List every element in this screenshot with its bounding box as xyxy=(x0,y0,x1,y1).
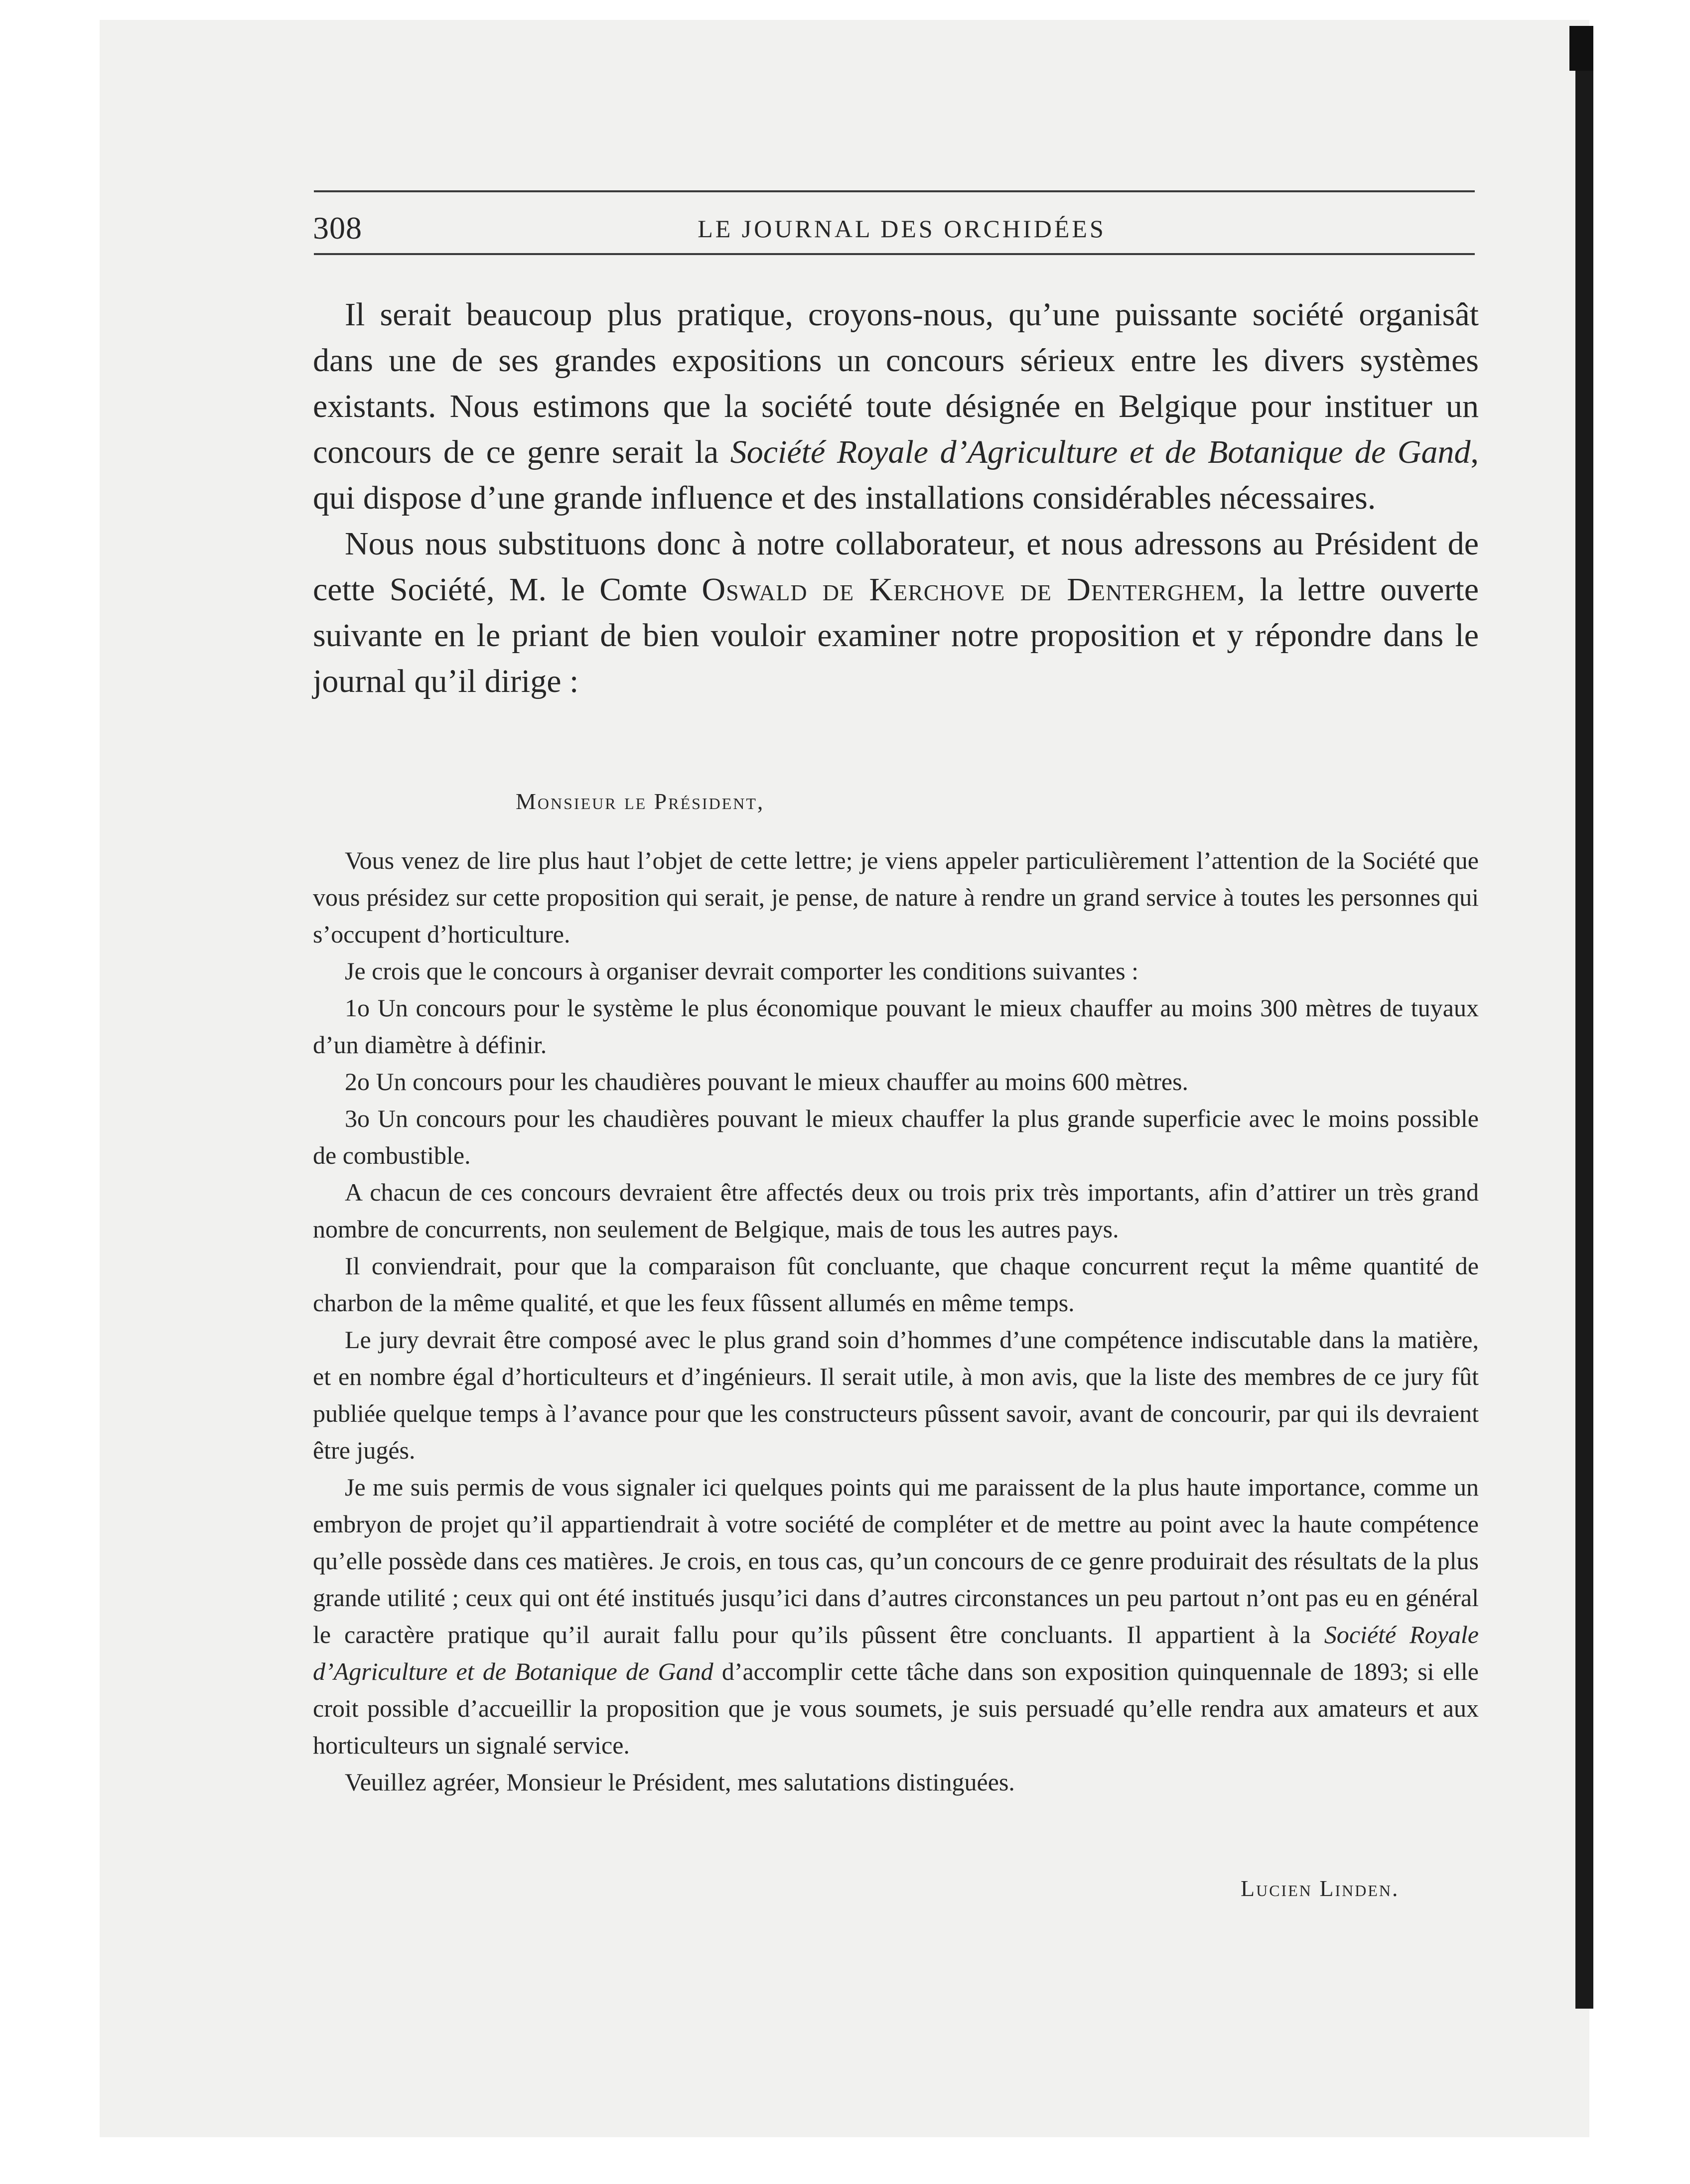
society-name: Société Royale d’Agriculture et de Botanique de Gand xyxy=(313,1621,1479,1685)
letter-paragraph: Vous venez de lire plus haut l’objet de cette lettre; je viens appeler particulièrement l’attention de la Société que vous présidez sur cette proposition qui serait, je pense, de nature à rendre un grand service à toutes les personnes qui s’occupent d’horticulture. xyxy=(313,846,1479,948)
intro-text xyxy=(313,292,1479,704)
letter-paragraph: A chacun de ces concours devraient être affectés deux ou trois prix très importants, afin d’attirer un très grand nombre de concurrents, non seulement de Belgique, mais de tous les autres pays. xyxy=(313,1178,1479,1243)
letter-final-text-b: d’accomplir cette tâche dans son exposition quinquennale de 1893; si elle croit possible d’accueillir la proposition que je vous soumets, je suis persuadé qu’elle rendra aux amateurs et aux horticulteurs un signalé service. xyxy=(313,1657,1479,1759)
header-rule-top xyxy=(314,190,1475,192)
society-name: Société Royale d’Agriculture et de Botanique de Gand xyxy=(730,434,1471,470)
running-title: LE JOURNAL DES ORCHIDÉES xyxy=(698,215,1106,243)
letter-paragraph: Il conviendrait, pour que la comparaison fût concluante, que chaque concurrent reçut la même quantité de charbon de la même qualité, et que les feux fûssent allumés en même temps. xyxy=(313,1252,1479,1317)
scan-edge-shadow xyxy=(1575,71,1593,2009)
intro-paragraph-2 xyxy=(313,521,1479,704)
page-number: 308 xyxy=(313,210,362,246)
letter-closing: Veuillez agréer, Monsieur le Président, mes salutations distinguées. xyxy=(345,1768,1015,1796)
intro-p2-text-b: , la lettre ouverte suivante en le priant de bien vouloir examiner notre proposition et y répondre dans le journal qu’il dirige : xyxy=(313,571,1479,699)
letter-paragraph: Le jury devrait être composé avec le plus grand soin d’hommes d’une compétence indiscutable dans la matière, et en nombre égal d’horticulteurs et d’ingénieurs. Il serait utile, à mon avis, que la liste des membres de ce jury fût publiée quelque temps à l’avance pour que les constructeurs pûssent savoir, avant de concourir, par qui ils devraient être jugés. xyxy=(313,1326,1479,1464)
president-name: Oswald de Kerchove de Denterghem xyxy=(702,571,1237,608)
header-rule-bottom xyxy=(314,253,1475,255)
letter-salutation: Monsieur le Président, xyxy=(516,789,765,814)
letter-body xyxy=(313,842,1479,1800)
letter-signature: Lucien Linden. xyxy=(1241,1876,1400,1901)
scan-edge-shadow-top xyxy=(1569,26,1593,71)
letter-final-text-a: Je me suis permis de vous signaler ici quelques points qui me paraissent de la plus haute importance, comme un embryon de projet qu’il appartiendrait à votre société de compléter et de mettre au point avec la haute compétence qu’elle possède dans ces matières. Je crois, en tous cas, qu’un concours de ce genre produirait des résultats de la plus grande utilité ; ceux qui ont été institués jusqu’ici dans d’autres circonstances un peu partout n’ont pas eu en général le caractère pratique qu’il aurait fallu pour qu’ils pûssent être concluants. Il appartient à la xyxy=(313,1473,1479,1648)
letter-paragraph: 1o Un concours pour le système le plus économique pouvant le mieux chauffer au moins 300 mètres de tuyaux d’un diamètre à définir. xyxy=(313,994,1479,1059)
letter-paragraph: 2o Un concours pour les chaudières pouvant le mieux chauffer au moins 600 mètres. xyxy=(345,1068,1189,1095)
letter-paragraph: Je crois que le concours à organiser devrait comporter les conditions suivantes : xyxy=(345,957,1139,985)
intro-paragraph-1 xyxy=(313,292,1479,521)
intro-p1-text-a: Il serait beaucoup plus pratique, croyons-nous, qu’une puissante société organisât dans une de ses grandes expositions un concours sérieux entre les divers systèmes existants. Nous estimons que la société toute désignée en Belgique pour instituer un concours de ce genre serait la xyxy=(313,296,1479,470)
letter-paragraph-final xyxy=(313,1469,1479,1764)
intro-p1-text-b: , qui dispose d’une grande influence et des installations considérables nécessaires. xyxy=(313,434,1479,516)
letter-paragraph: 3o Un concours pour les chaudières pouvant le mieux chauffer la plus grande superficie avec le moins possible de combustible. xyxy=(313,1104,1479,1169)
intro-p2-text-a: Nous nous substituons donc à notre collaborateur, et nous adressons au Président de cette Société, M. le Comte xyxy=(313,526,1479,608)
